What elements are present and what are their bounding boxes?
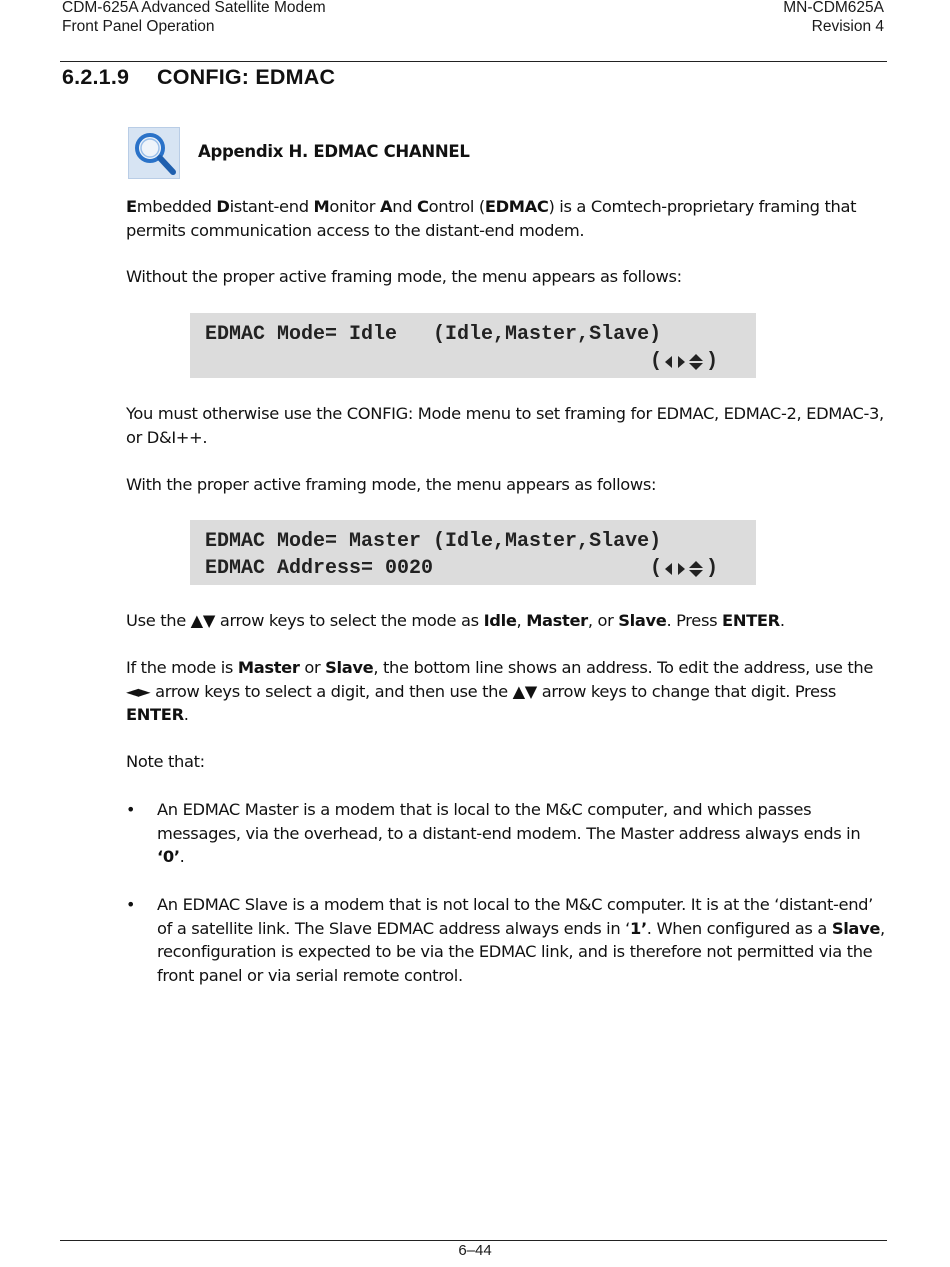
- bullet-text: . When configured as a: [646, 918, 832, 938]
- right-arrow-icon: [676, 562, 686, 576]
- section-title: CONFIG: EDMAC: [157, 65, 336, 89]
- up-down-arrow-icon: [688, 353, 704, 371]
- instruction-text: If the mode is: [126, 658, 238, 677]
- mode-slave: Slave: [618, 611, 667, 630]
- intro-text: ) is a Comtech-proprietary framing that permits communication access to the distant-end modem.: [126, 197, 857, 240]
- acronym-letter-e: E: [126, 197, 137, 216]
- lcd-arrow-keys: [650, 348, 718, 375]
- paren-open: (: [650, 350, 663, 373]
- left-arrow-icon: [664, 562, 674, 576]
- lcd-line-1: EDMAC Mode= Idle (Idle,Master,Slave): [205, 323, 662, 346]
- acronym-edmac: EDMAC: [484, 197, 549, 216]
- page-number: 6–44: [458, 1242, 492, 1259]
- header-revision: Revision 4: [811, 18, 884, 35]
- instruction-text: .: [779, 611, 785, 630]
- lcd-address-text: EDMAC Address= 0020: [205, 557, 434, 580]
- list-item-text: [157, 893, 886, 988]
- running-header-left: [62, 0, 326, 36]
- lcd-display-master: [190, 520, 756, 585]
- instruction-text: or: [299, 658, 326, 677]
- intro-text: nd: [392, 197, 417, 216]
- section-heading: [62, 65, 335, 90]
- paren-open: (: [650, 557, 663, 580]
- header-rule: [60, 61, 887, 62]
- footer-rule: [60, 1240, 887, 1241]
- running-header-right: [783, 0, 884, 36]
- intro-paragraph: [126, 195, 884, 242]
- header-manual-number: MN-CDM625A: [783, 0, 884, 16]
- mode-idle: Idle: [483, 611, 517, 630]
- bullet-dot: •: [126, 895, 136, 914]
- list-item: [126, 893, 886, 988]
- lcd-line-1: EDMAC Mode= Master (Idle,Master,Slave): [205, 530, 662, 553]
- instruction-text: , the bottom line shows an address. To edit the address, use the ◄► arrow keys to select a digit, and then use the ▲▼ arrow keys to change that digit. Press: [126, 658, 873, 701]
- without-framing-paragraph: Without the proper active framing mode, the menu appears as follows:: [126, 267, 682, 286]
- bullet-text: , reconfiguration is expected to be via the EDMAC link, and is therefore not permitted via the front panel or via serial remote control.: [157, 918, 885, 986]
- header-chapter-title: Front Panel Operation: [62, 18, 215, 35]
- list-item: [126, 798, 886, 869]
- enter-key: ENTER: [126, 705, 184, 725]
- intro-text: ontrol (: [428, 197, 485, 216]
- note-that-label: Note that:: [126, 752, 205, 771]
- master-address-suffix: ‘0’: [157, 847, 180, 867]
- select-mode-paragraph: [126, 609, 884, 633]
- mode-master: Master: [237, 658, 300, 677]
- enter-key: ENTER: [722, 611, 780, 630]
- mode-slave: Slave: [831, 918, 881, 938]
- up-down-arrow-icon: [688, 560, 704, 578]
- instruction-text: Use the ▲▼ arrow keys to select the mode as: [126, 611, 484, 630]
- left-arrow-icon: [664, 355, 674, 369]
- acronym-letter-d: D: [216, 197, 230, 216]
- reference-link[interactable]: Appendix H. EDMAC CHANNEL: [198, 142, 470, 161]
- bullet-text: .: [179, 847, 185, 867]
- intro-text: mbedded: [136, 197, 217, 216]
- instruction-text: ,: [516, 611, 527, 630]
- bullet-dot: •: [126, 800, 136, 819]
- header-document-title: CDM-625A Advanced Satellite Modem: [62, 0, 326, 16]
- paren-close: ): [706, 557, 719, 580]
- bullet-text: An EDMAC Slave is a modem that is not local to the M&C computer. It is at the ‘distant-end’ of a satellite link. The Slave EDMAC address always ends in ‘: [157, 895, 873, 938]
- slave-address-suffix: 1’: [629, 918, 647, 938]
- instruction-text: .: [183, 705, 189, 725]
- otherwise-paragraph: You must otherwise use the CONFIG: Mode menu to set framing for EDMAC, EDMAC-2, EDMAC-3, or D&I++.: [126, 404, 884, 447]
- intro-text: istant-end: [229, 197, 314, 216]
- right-arrow-icon: [676, 355, 686, 369]
- bullet-text: An EDMAC Master is a modem that is local to the M&C computer, and which passes messages, via the overhead, to a distant-end modem. The Master address always ends in: [157, 800, 861, 843]
- paren-close: ): [706, 350, 719, 373]
- edit-address-paragraph: [126, 656, 884, 727]
- acronym-letter-a: A: [379, 197, 393, 216]
- mode-master: Master: [526, 611, 588, 630]
- lcd-display-idle: [190, 313, 756, 378]
- instruction-text: , or: [587, 611, 619, 630]
- instruction-text: . Press: [666, 611, 723, 630]
- list-item-text: [157, 798, 886, 869]
- section-number: 6.2.1.9: [62, 65, 130, 89]
- lcd-line-2: [205, 555, 756, 582]
- with-framing-paragraph: With the proper active framing mode, the menu appears as follows:: [126, 475, 657, 494]
- acronym-letter-c: C: [417, 197, 429, 216]
- acronym-letter-m: M: [313, 197, 330, 216]
- lcd-arrow-keys: [650, 555, 718, 582]
- mode-slave: Slave: [325, 658, 374, 677]
- magnifier-icon: [128, 127, 180, 179]
- intro-text: onitor: [329, 197, 380, 216]
- lcd-line-2: [205, 348, 756, 375]
